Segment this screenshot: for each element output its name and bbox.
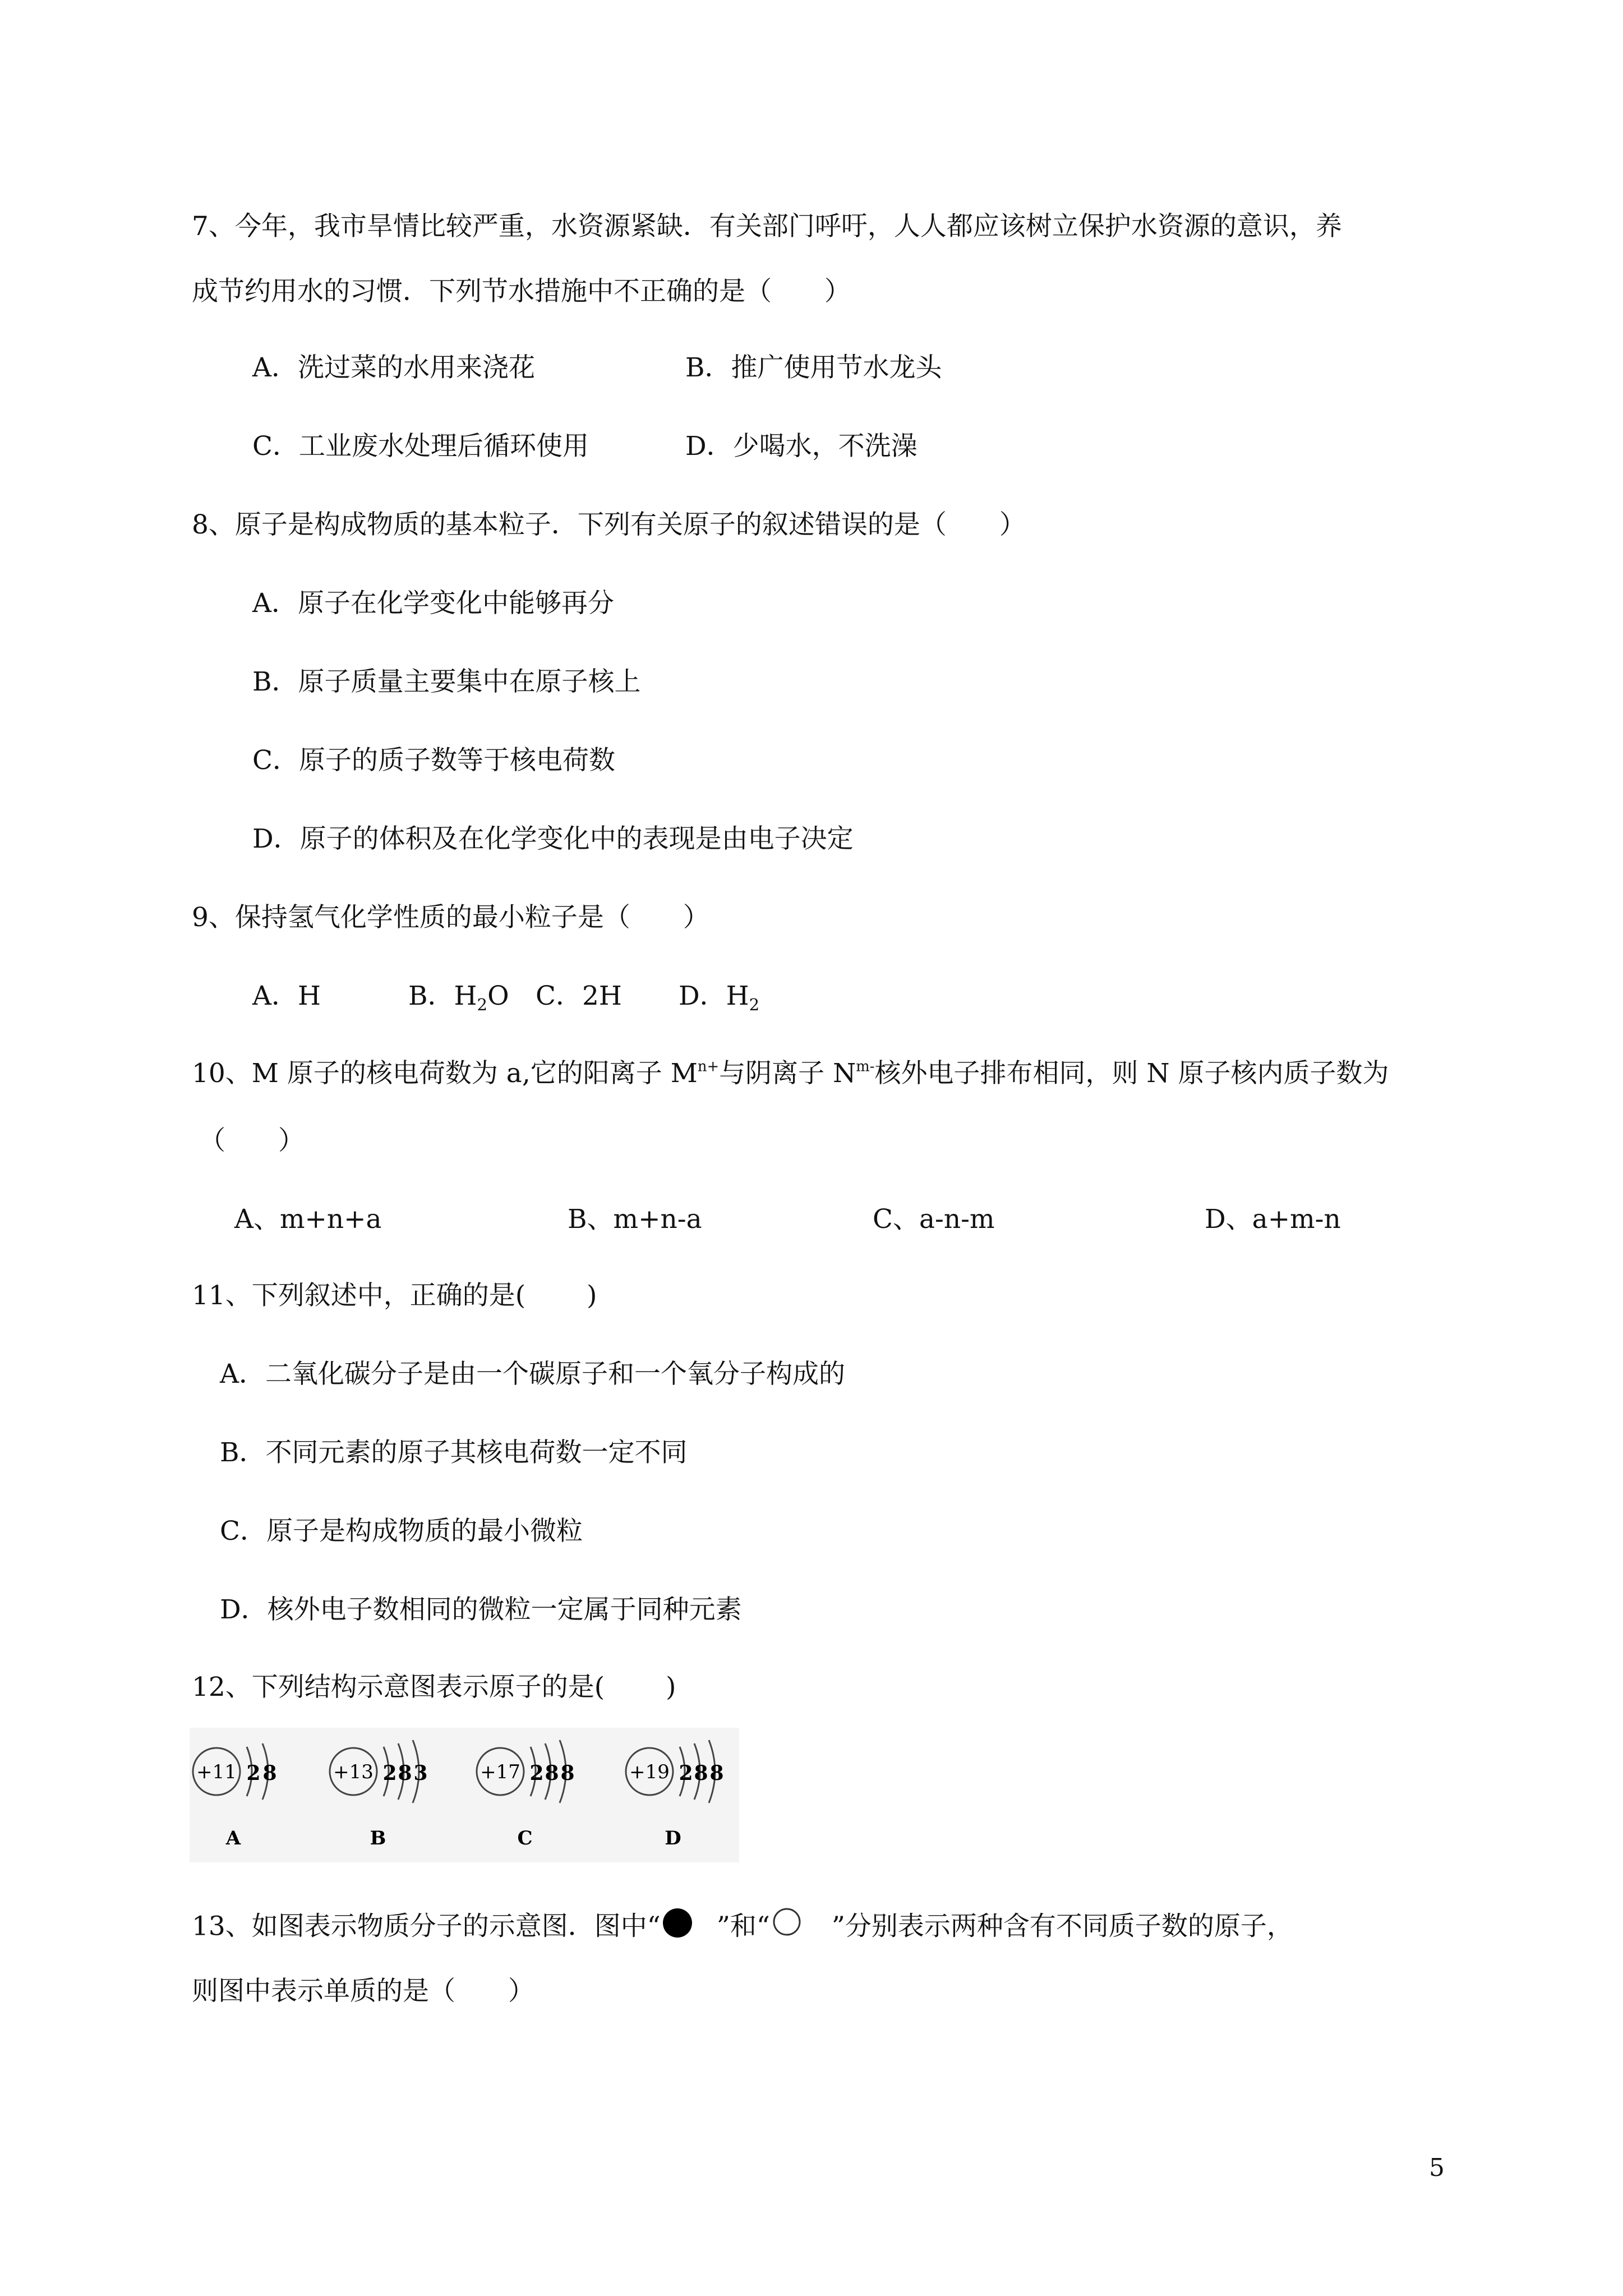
q10-option-a: A、m+n+a bbox=[234, 1204, 382, 1235]
q8-stem: 8、原子是构成物质的基本粒子．下列有关原子的叙述错误的是（ ） bbox=[192, 509, 1026, 540]
q8-option-a: A．原子在化学变化中能够再分 bbox=[252, 588, 614, 619]
q10-anion-charge: m- bbox=[856, 1058, 875, 1075]
atom-c-shell-2: 8 bbox=[545, 1761, 559, 1785]
q9-option-b-suffix: O bbox=[487, 981, 509, 1011]
q9-option-a: A．H bbox=[252, 981, 321, 1011]
q10-option-b: B、m+n-a bbox=[568, 1204, 702, 1235]
atom-d-shell-2: 8 bbox=[694, 1761, 708, 1785]
q11-option-d: D．核外电子数相同的微粒一定属于同种元素 bbox=[220, 1594, 742, 1625]
atom-c-shell-1: 2 bbox=[529, 1761, 544, 1785]
atom-b-label: B bbox=[370, 1827, 386, 1849]
q7-option-c: C．工业废水处理后循环使用 bbox=[252, 431, 589, 462]
atom-a-label: A bbox=[225, 1827, 241, 1849]
atomic-structure-svg bbox=[190, 1728, 739, 1862]
q13-stem-part3: ”分别表示两种含有不同质子数的原子， bbox=[831, 1911, 1293, 1942]
q11-option-c: C．原子是构成物质的最小微粒 bbox=[220, 1516, 583, 1547]
q9-option-b-text: B．H bbox=[408, 981, 477, 1011]
atom-b-shell-1: 2 bbox=[382, 1761, 397, 1785]
q7-option-a: A．洗过菜的水用来浇花 bbox=[252, 352, 535, 383]
q8-option-b: B．原子质量主要集中在原子核上 bbox=[252, 666, 641, 697]
page-number: 5 bbox=[1429, 2154, 1445, 2182]
q10-stem-part2: 与阴离子 N bbox=[719, 1058, 856, 1089]
q9-option-d bbox=[679, 979, 759, 1013]
atom-d-label: D bbox=[665, 1827, 681, 1849]
q9-option-d-subscript: 2 bbox=[749, 995, 760, 1015]
atom-d-shell-1: 2 bbox=[679, 1761, 693, 1785]
atom-c-shell-3: 8 bbox=[560, 1761, 575, 1785]
q11-option-b: B．不同元素的原子其核电荷数一定不同 bbox=[220, 1437, 688, 1468]
atom-b-shell-2: 8 bbox=[398, 1761, 412, 1785]
q12-stem: 12、下列结构示意图表示原子的是( ) bbox=[192, 1672, 676, 1703]
q13-stem-part1: 13、如图表示物质分子的示意图．图中“ bbox=[192, 1911, 661, 1942]
q9-option-b-subscript: 2 bbox=[477, 995, 488, 1015]
atom-a-nucleus: +11 bbox=[196, 1761, 237, 1783]
q8-option-c: C．原子的质子数等于核电荷数 bbox=[252, 745, 615, 776]
q9-option-b bbox=[408, 979, 509, 1013]
q10-stem-part3: 核外电子排布相同，则 N 原子核内质子数为 bbox=[874, 1058, 1389, 1089]
q10-cation-charge: n+ bbox=[697, 1058, 720, 1075]
q10-stem-line1 bbox=[192, 1057, 1389, 1091]
atom-d-nucleus: +19 bbox=[629, 1761, 670, 1783]
q10-option-d: D、a+m-n bbox=[1205, 1204, 1341, 1235]
q7-stem-line2: 成节约用水的习惯．下列节水措施中不正确的是（ ） bbox=[192, 276, 851, 307]
atomic-structure-diagrams bbox=[190, 1728, 739, 1865]
atom-d-shell-3: 8 bbox=[709, 1761, 724, 1785]
atom-b-nucleus: +13 bbox=[333, 1761, 374, 1783]
q9-option-c: C．2H bbox=[536, 981, 622, 1011]
q9-stem: 9、保持氢气化学性质的最小粒子是（ ） bbox=[192, 902, 709, 933]
q7-stem-line1: 7、今年，我市旱情比较严重，水资源紧缺．有关部门呼吁，人人都应该树立保护水资源的意识，养 bbox=[192, 211, 1342, 242]
q10-stem-line2: （ ） bbox=[199, 1125, 305, 1156]
q13-stem-line2: 则图中表示单质的是（ ） bbox=[192, 1976, 534, 2007]
atom-b-shell-3: 3 bbox=[413, 1761, 428, 1785]
q13-stem-line1 bbox=[192, 1907, 1293, 1949]
q7-option-d: D．少喝水，不洗澡 bbox=[685, 431, 917, 462]
q11-option-a: A．二氧化碳分子是由一个碳原子和一个氧分子构成的 bbox=[220, 1359, 845, 1389]
q7-option-b: B．推广使用节水龙头 bbox=[685, 352, 942, 383]
q8-option-d: D．原子的体积及在化学变化中的表现是由电子决定 bbox=[252, 823, 854, 854]
black-atom-icon bbox=[661, 1907, 717, 1949]
q10-option-c: C、a-n-m bbox=[873, 1204, 995, 1235]
atom-c-nucleus: +17 bbox=[480, 1761, 520, 1783]
q10-stem-part1: 10、M 原子的核电荷数为 a,它的阳离子 M bbox=[192, 1058, 698, 1089]
atom-a-shell-2: 8 bbox=[262, 1761, 277, 1785]
white-atom-icon bbox=[770, 1907, 832, 1949]
q13-stem-part2: ”和“ bbox=[716, 1911, 770, 1942]
q11-stem: 11、下列叙述中，正确的是( ) bbox=[192, 1280, 597, 1311]
q9-option-d-text: D．H bbox=[679, 981, 749, 1011]
atom-a-shell-1: 2 bbox=[246, 1761, 261, 1785]
atom-c-label: C bbox=[517, 1827, 533, 1849]
